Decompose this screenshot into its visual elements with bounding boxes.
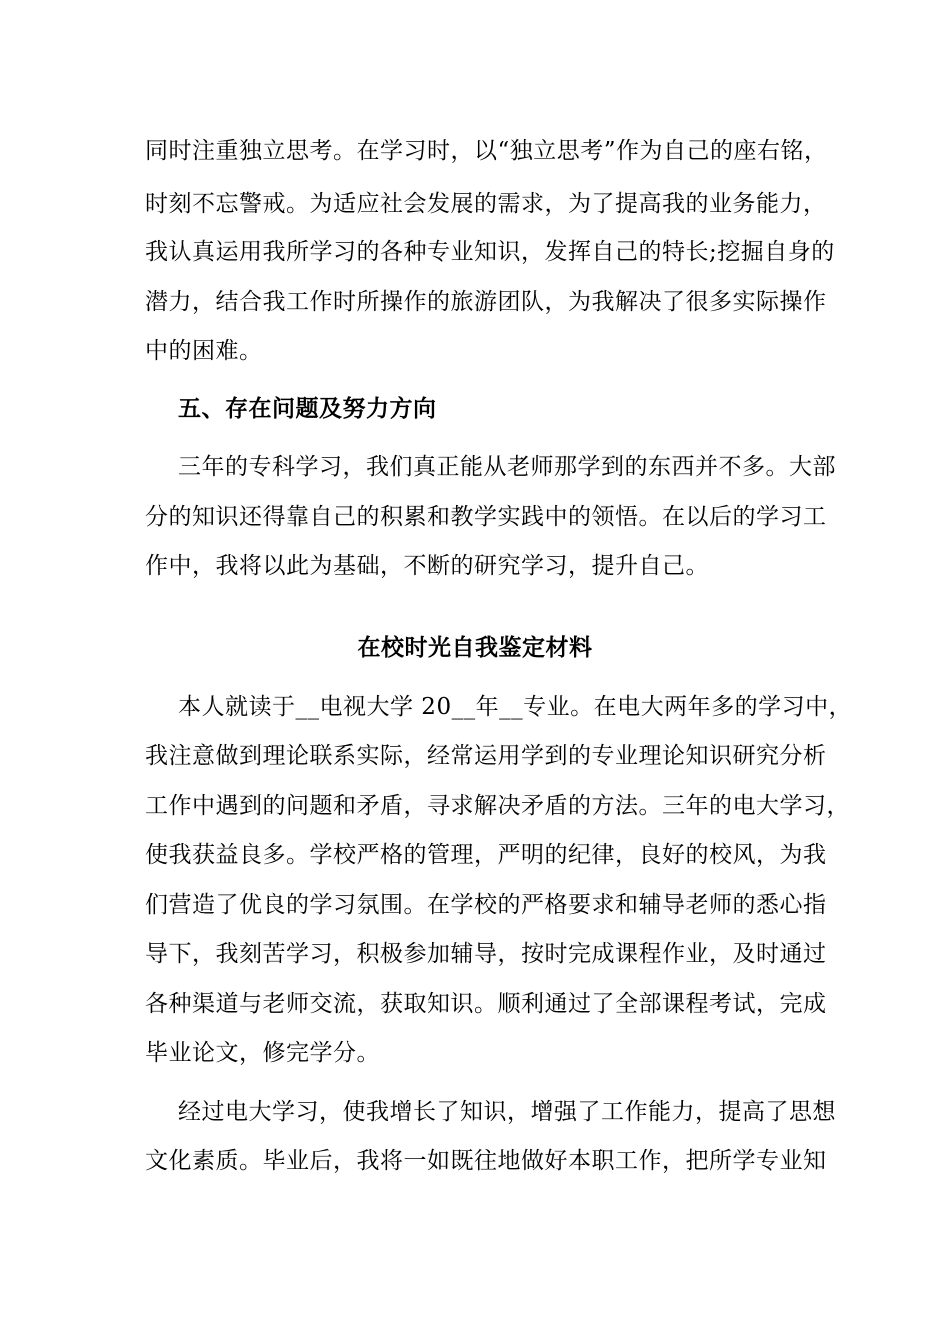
paragraph-line: 工作中遇到的问题和矛盾，寻求解决矛盾的方法。三年的电大学习，	[145, 793, 850, 819]
paragraph-line: 我注意做到理论联系实际，经常运用学到的专业理论知识研究分析	[145, 743, 827, 769]
paragraph-line: 分的知识还得靠自己的积累和教学实践中的领悟。在以后的学习工	[145, 504, 827, 530]
paragraph-line: 各种渠道与老师交流，获取知识。顺利通过了全部课程考试，完成	[145, 991, 827, 1017]
paragraph-line: 潜力，结合我工作时所操作的旅游团队，为我解决了很多实际操作	[145, 289, 827, 315]
paragraph-line: 本人就读于__电视大学 20__年__专业。在电大两年多的学习中，	[178, 694, 853, 720]
paragraph-line: 中的困难。	[145, 338, 263, 364]
paragraph-line: 毕业论文，修完学分。	[145, 1040, 380, 1066]
paragraph-line: 文化素质。毕业后，我将一如既往地做好本职工作，把所学专业知	[145, 1148, 827, 1174]
document-title: 在校时光自我鉴定材料	[357, 634, 593, 661]
paragraph-line: 时刻不忘警戒。为适应社会发展的需求，为了提高我的业务能力，	[145, 191, 827, 217]
section-heading: 五、存在问题及努力方向	[178, 395, 437, 422]
paragraph-line: 们营造了优良的学习氛围。在学校的严格要求和辅导老师的悉心指	[145, 892, 827, 918]
paragraph-line: 经过电大学习，使我增长了知识，增强了工作能力，提高了思想	[178, 1099, 836, 1125]
paragraph-line: 同时注重独立思考。在学习时，以“独立思考”作为自己的座右铭，	[145, 138, 828, 164]
paragraph-line: 作中，我将以此为基础，不断的研究学习，提升自己。	[145, 553, 709, 579]
paragraph-line: 我认真运用我所学习的各种专业知识，发挥自己的特长;挖掘自身的	[145, 239, 835, 265]
paragraph-line: 三年的专科学习，我们真正能从老师那学到的东西并不多。大部	[178, 454, 836, 480]
paragraph-line: 导下，我刻苦学习，积极参加辅导，按时完成课程作业，及时通过	[145, 941, 827, 967]
paragraph-line: 使我获益良多。学校严格的管理，严明的纪律，良好的校风，为我	[145, 842, 827, 868]
